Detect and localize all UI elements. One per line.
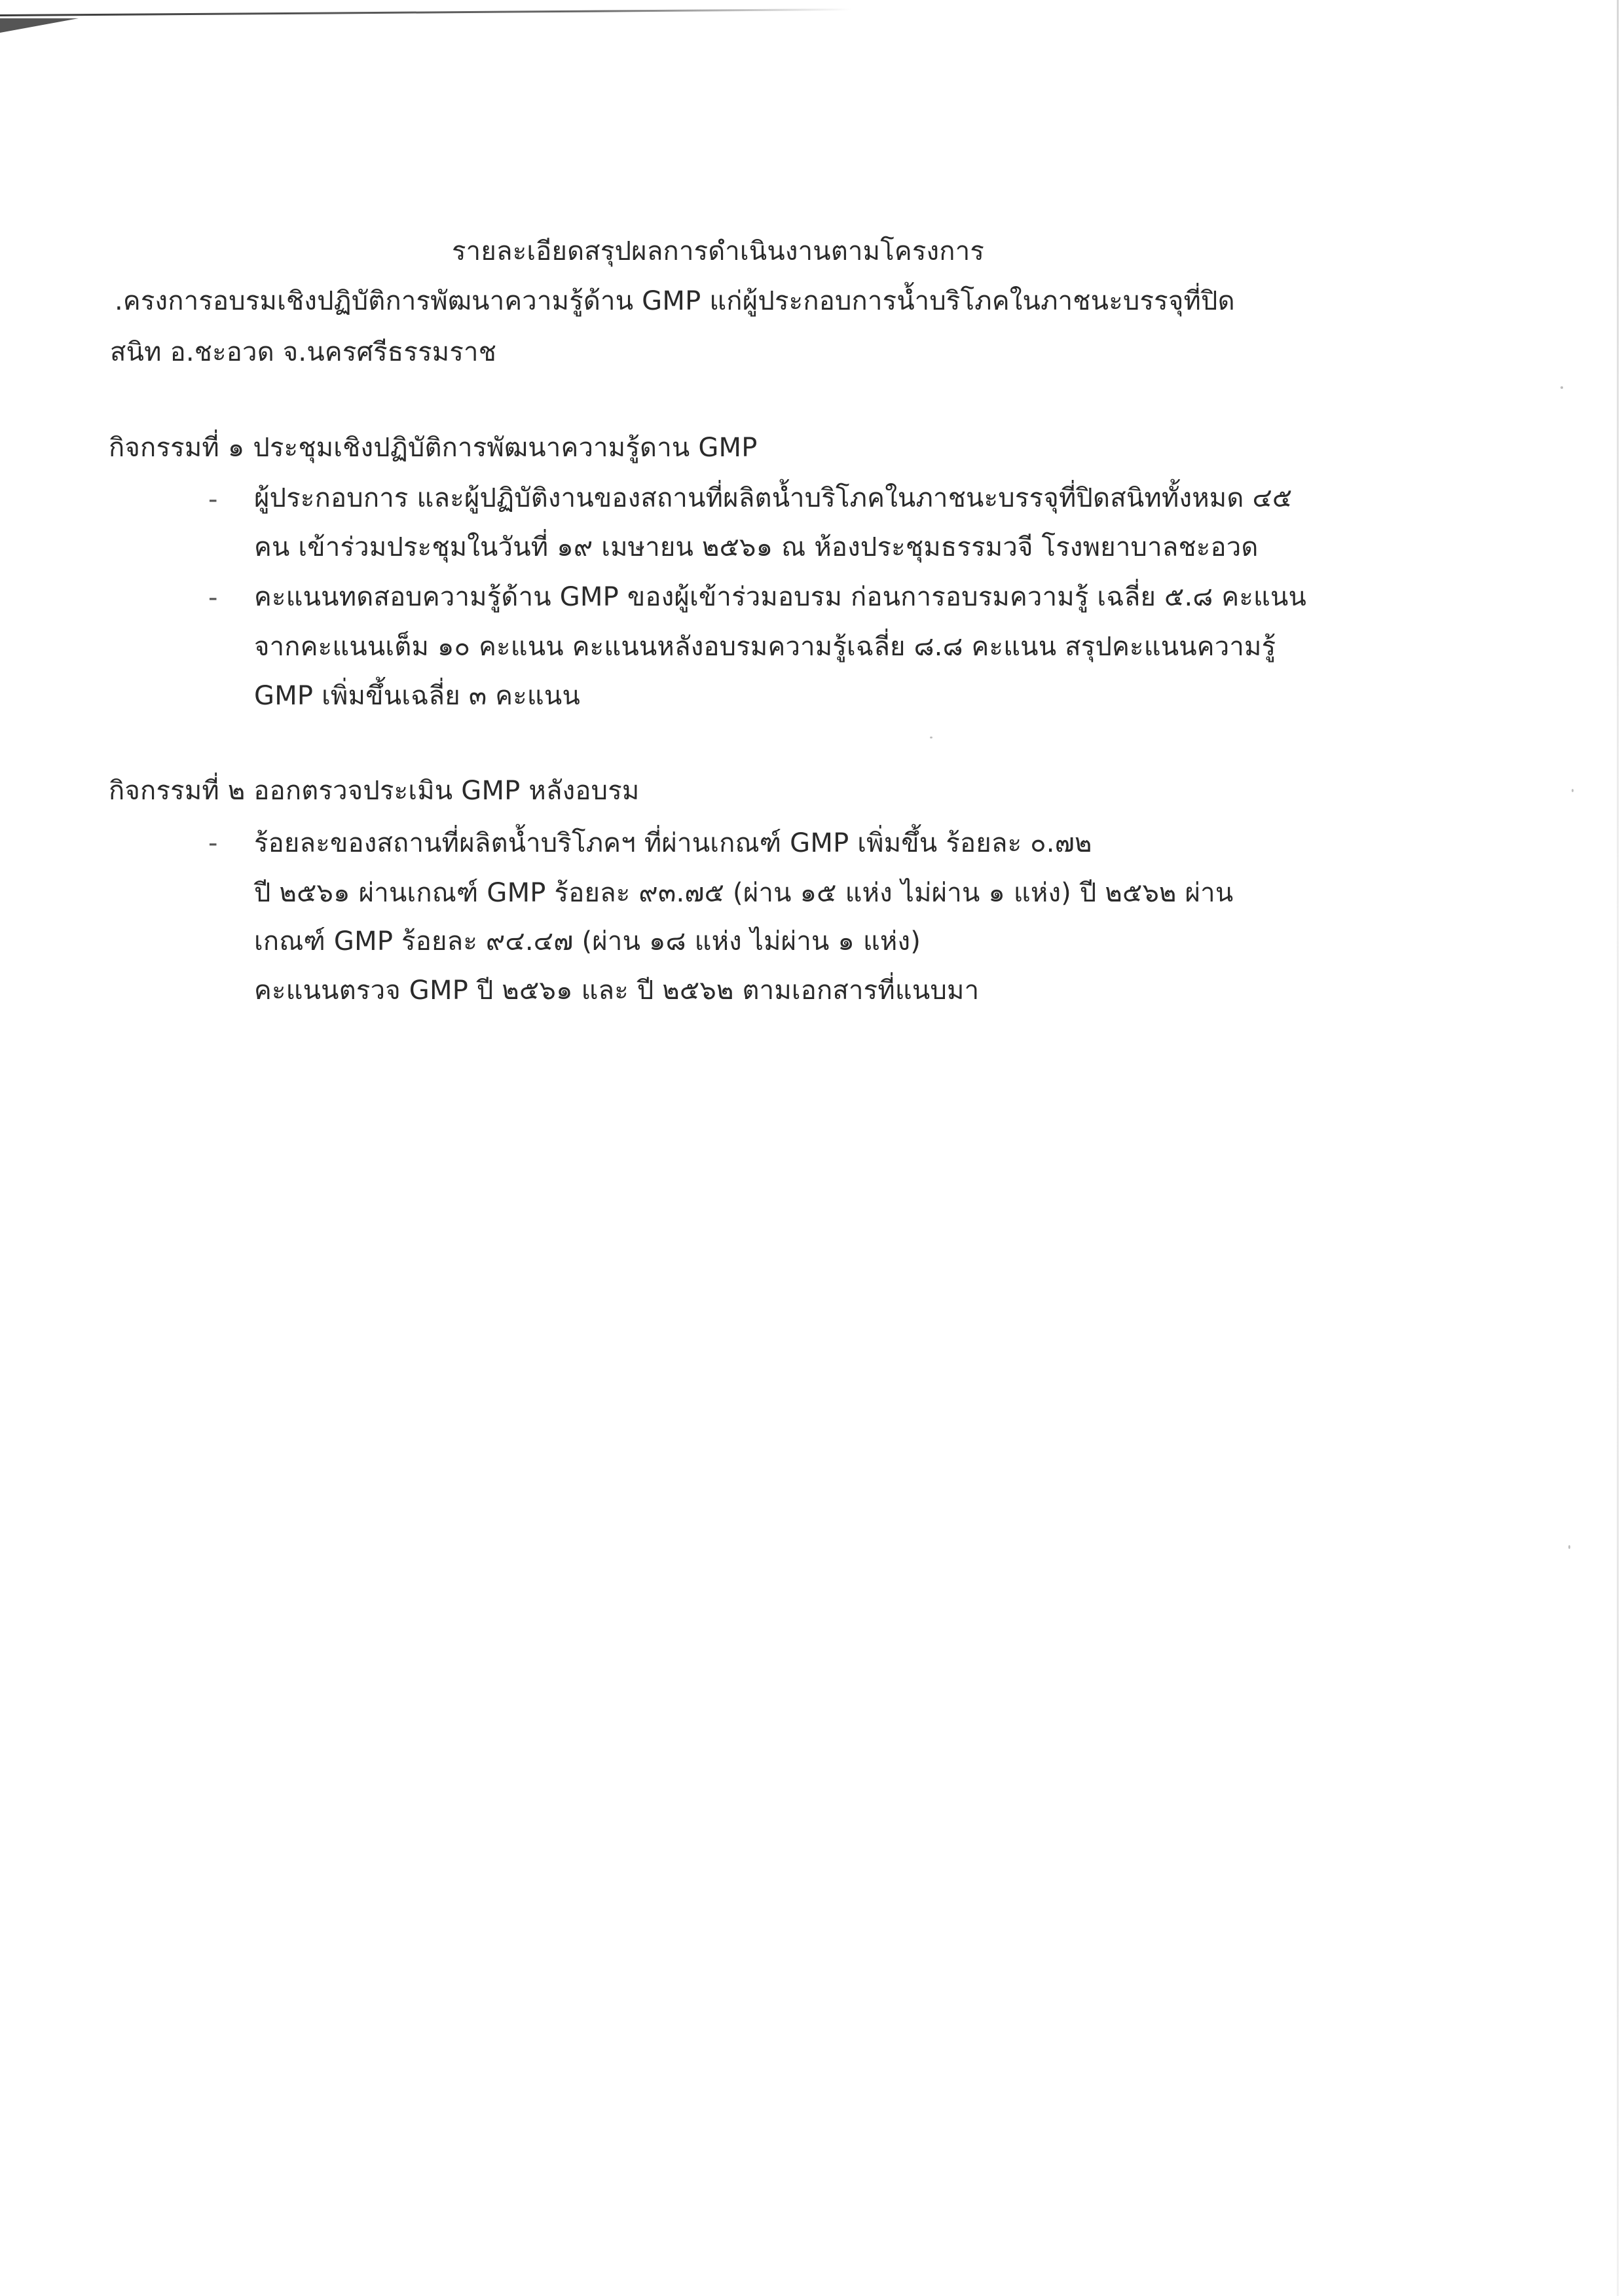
scan-edge-top — [0, 9, 851, 16]
scan-speck — [1568, 1545, 1570, 1549]
document-title: รายละเอียดสรุปผลการดำเนินงานตามโครงการ — [452, 236, 985, 266]
scan-speck — [1572, 789, 1574, 792]
scan-speck — [1560, 386, 1563, 389]
activity-1-item-1-line-1: ผู้ประกอบการ และผู้ปฏิบัติงานของสถานที่ผลิตน้ำบริโภคในภาชนะบรรจุที่ปิดสนิททั้งหมด ๔๕ — [254, 483, 1293, 513]
activity-2-item-1-line-1: ร้อยละของสถานที่ผลิตน้ำบริโภคฯ ที่ผ่านเกณฑ์ GMP เพิ่มขึ้น ร้อยละ ๐.๗๒ — [254, 828, 1092, 858]
bullet-marker: - — [208, 484, 218, 515]
activity-1-item-2-line-3: GMP เพิ่มขึ้นเฉลี่ย ๓ คะแนน — [254, 681, 580, 711]
activity-1-item-1-line-2: คน เข้าร่วมประชุมในวันที่ ๑๙ เมษายน ๒๕๖๑ ณ ห้องประชุมธรรมวจี โรงพยาบาลชะอวด — [254, 532, 1259, 562]
project-name-line-2: สนิท อ.ชะอวด จ.นครศรีธรรมราช — [110, 337, 497, 367]
activity-2-item-1-line-4: คะแนนตรวจ GMP ปี ๒๕๖๑ และ ปี ๒๕๖๒ ตามเอกสารที่แนบมา — [254, 975, 980, 1006]
scan-corner-fold — [0, 18, 79, 33]
bullet-marker: - — [208, 583, 218, 613]
activity-1-item-2-line-2: จากคะแนนเต็ม ๑๐ คะแนน คะแนนหลังอบรมความรู้เฉลี่ย ๘.๘ คะแนน สรุปคะแนนความรู้ — [254, 632, 1276, 662]
activity-1-item-2-line-1: คะแนนทดสอบความรู้ด้าน GMP ของผู้เข้าร่วมอบรม ก่อนการอบรมความรู้ เฉลี่ย ๕.๘ คะแนน — [254, 582, 1307, 612]
bullet-marker: - — [208, 828, 218, 858]
activity-1-heading: กิจกรรมที่ ๑ ประชุมเชิงปฏิบัติการพัฒนาความรู้ดาน GMP — [109, 433, 758, 463]
activity-2-heading: กิจกรรมที่ ๒ ออกตรวจประเมิน GMP หลังอบรม — [109, 776, 640, 806]
scan-edge-right — [1617, 0, 1619, 2296]
activity-2-item-1-line-3: เกณฑ์ GMP ร้อยละ ๙๔.๔๗ (ผ่าน ๑๘ แห่ง ไม่ผ่าน ๑ แห่ง) — [254, 926, 921, 957]
project-name-line-1: .ครงการอบรมเชิงปฏิบัติการพัฒนาความรู้ด้าน GMP แก่ผู้ประกอบการน้ำบริโภคในภาชนะบรรจุที่ปิด — [115, 286, 1235, 316]
activity-2-item-1-line-2: ปี ๒๕๖๑ ผ่านเกณฑ์ GMP ร้อยละ ๙๓.๗๕ (ผ่าน ๑๕ แห่ง ไม่ผ่าน ๑ แห่ง) ปี ๒๕๖๒ ผ่าน — [254, 878, 1234, 908]
scan-speck — [930, 737, 932, 738]
